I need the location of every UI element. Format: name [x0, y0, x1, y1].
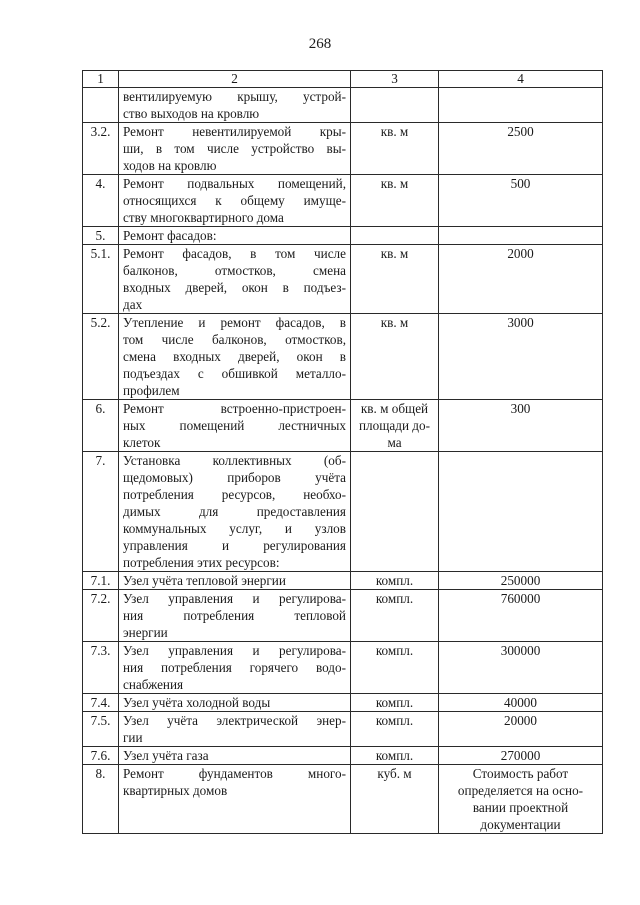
work-description-line: энергии: [123, 625, 168, 640]
work-description: [119, 572, 351, 590]
unit-of-measure-line: компл.: [375, 573, 414, 588]
work-description: [119, 400, 351, 452]
work-description-line: Ремонт фундаментов много-: [123, 766, 346, 781]
work-description-line: Установка коллективных (об-: [123, 453, 346, 468]
table-row: [83, 452, 603, 572]
unit-cost: [439, 314, 603, 400]
unit-cost: [439, 175, 603, 227]
unit-of-measure: [351, 245, 439, 314]
unit-of-measure: [351, 694, 439, 712]
unit-cost: [439, 400, 603, 452]
work-description-line: Ремонт подвальных помещений,: [123, 176, 346, 191]
work-description: [119, 712, 351, 747]
header-cell: 3: [351, 71, 439, 88]
work-description: [119, 694, 351, 712]
unit-cost: [439, 747, 603, 765]
table-row: [83, 227, 603, 245]
work-description-line: балконов, отмостков, смена: [123, 263, 346, 278]
work-description-line: ству многоквартирного дома: [123, 210, 284, 225]
unit-of-measure: [351, 314, 439, 400]
unit-of-measure: [351, 712, 439, 747]
header-cell: 1: [83, 71, 119, 88]
unit-of-measure: [351, 572, 439, 590]
unit-cost: [439, 590, 603, 642]
unit-cost-line: 300000: [500, 643, 541, 658]
table-row: [83, 712, 603, 747]
table-row: [83, 123, 603, 175]
unit-cost: [439, 572, 603, 590]
work-description-line: квартирных домов: [123, 783, 228, 798]
unit-of-measure: [351, 400, 439, 452]
unit-cost-line: Стоимость работ: [472, 766, 569, 781]
row-number: 7.6.: [83, 747, 119, 765]
row-number: 5.: [83, 227, 119, 245]
work-description-line: коммунальных услуг, и узлов: [123, 521, 346, 536]
row-number: 7.5.: [83, 712, 119, 747]
unit-cost: [439, 227, 603, 245]
unit-of-measure-line: компл.: [375, 643, 414, 658]
unit-cost-line: 40000: [504, 695, 537, 710]
unit-of-measure-line: ма: [387, 435, 402, 450]
unit-of-measure-line: компл.: [375, 713, 414, 728]
work-description-line: ство выходов на кровлю: [123, 106, 260, 121]
unit-of-measure: [351, 765, 439, 834]
unit-of-measure: [351, 452, 439, 572]
unit-of-measure-line: кв. м: [380, 124, 409, 139]
unit-cost: [439, 88, 603, 123]
unit-cost-line: определяется на осно-: [457, 783, 584, 798]
work-description-line: Ремонт невентилируемой кры-: [123, 124, 346, 139]
unit-cost: [439, 245, 603, 314]
unit-of-measure-line: компл.: [375, 695, 414, 710]
table-row: [83, 694, 603, 712]
work-description: [119, 88, 351, 123]
page-number: 268: [308, 36, 332, 52]
work-description-line: щедомовых) приборов учёта: [123, 470, 346, 485]
work-description: [119, 642, 351, 694]
table-row: [83, 175, 603, 227]
work-description-line: Узел управления и регулирова-: [123, 643, 346, 658]
work-description-line: дах: [123, 297, 143, 312]
work-description-line: ходов на кровлю: [123, 158, 217, 173]
unit-of-measure-line: компл.: [375, 748, 414, 763]
unit-of-measure: [351, 590, 439, 642]
work-description: [119, 452, 351, 572]
unit-cost-line: 250000: [500, 573, 541, 588]
work-description-line: Ремонт встроенно-пристроен-: [123, 401, 346, 416]
row-number: 7.3.: [83, 642, 119, 694]
work-description: [119, 590, 351, 642]
row-number: 3.2.: [83, 123, 119, 175]
unit-cost-line: 3000: [507, 315, 534, 330]
row-number: 8.: [83, 765, 119, 834]
table-row: [83, 590, 603, 642]
row-number: 5.2.: [83, 314, 119, 400]
unit-cost-line: вании проектной: [472, 800, 569, 815]
unit-cost: [439, 642, 603, 694]
row-number: [83, 88, 119, 123]
unit-of-measure-line: кв. м: [380, 315, 409, 330]
work-description: [119, 747, 351, 765]
row-number: 5.1.: [83, 245, 119, 314]
unit-cost: [439, 712, 603, 747]
unit-of-measure-line: куб. м: [377, 766, 412, 781]
work-description-line: Узел учёта холодной воды: [123, 695, 271, 710]
unit-of-measure: [351, 123, 439, 175]
row-number: 4.: [83, 175, 119, 227]
unit-cost-line: документации: [480, 817, 561, 832]
header-cell: 4: [439, 71, 603, 88]
work-description-line: потребления ресурсов, необхо-: [123, 487, 346, 502]
unit-of-measure-line: кв. м общей: [360, 401, 429, 416]
work-description-line: ния потребления тепловой: [123, 608, 346, 623]
work-description: [119, 765, 351, 834]
row-number: 7.: [83, 452, 119, 572]
work-description-line: Узел учёта газа: [123, 748, 209, 763]
work-description-line: снабжения: [123, 677, 184, 692]
work-description: [119, 175, 351, 227]
work-description-line: входных дверей, окон в подъез-: [123, 280, 346, 295]
unit-cost: [439, 765, 603, 834]
row-number: 7.4.: [83, 694, 119, 712]
work-description-line: димых для предоставления: [123, 504, 346, 519]
unit-of-measure: [351, 175, 439, 227]
work-description-line: том числе балконов, отмостков,: [123, 332, 346, 347]
work-description-line: Ремонт фасадов, в том числе: [123, 246, 346, 261]
unit-of-measure: [351, 88, 439, 123]
work-description: [119, 245, 351, 314]
unit-cost-line: 270000: [500, 748, 541, 763]
table-row: [83, 747, 603, 765]
unit-of-measure: [351, 227, 439, 245]
unit-of-measure-line: кв. м: [380, 246, 409, 261]
table-row: [83, 245, 603, 314]
work-description-line: смена входных дверей, окон в: [123, 349, 346, 364]
table-row: [83, 400, 603, 452]
table-row: [83, 642, 603, 694]
work-description-line: Узел учёта электрической энер-: [123, 713, 346, 728]
table-row: [83, 314, 603, 400]
cost-table: [82, 70, 603, 834]
work-description: [119, 227, 351, 245]
row-number: 7.1.: [83, 572, 119, 590]
unit-cost-line: 2000: [507, 246, 534, 261]
work-description-line: подъездах с обшивкой металло-: [123, 366, 346, 381]
unit-cost-line: 300: [510, 401, 531, 416]
work-description-line: гии: [123, 730, 143, 745]
unit-cost-line: 2500: [507, 124, 534, 139]
unit-of-measure: [351, 642, 439, 694]
work-description-line: ных помещений лестничных: [123, 418, 346, 433]
work-description-line: клеток: [123, 435, 161, 450]
table-row: [83, 765, 603, 834]
table-row: [83, 572, 603, 590]
work-description: [119, 123, 351, 175]
work-description-line: Узел управления и регулирова-: [123, 591, 346, 606]
unit-cost: [439, 694, 603, 712]
unit-cost: [439, 123, 603, 175]
work-description-line: управления и регулирования: [123, 538, 346, 553]
table-header-row: [83, 71, 603, 88]
table-row: [83, 88, 603, 123]
unit-of-measure-line: площади до-: [359, 418, 430, 433]
work-description-line: ши, в том числе устройство вы-: [123, 141, 346, 156]
row-number: 6.: [83, 400, 119, 452]
work-description-line: вентилируемую крышу, устрой-: [123, 89, 346, 104]
unit-of-measure-line: компл.: [375, 591, 414, 606]
work-description-line: ния потребления горячего водо-: [123, 660, 346, 675]
unit-cost: [439, 452, 603, 572]
work-description-line: потребления этих ресурсов:: [123, 555, 280, 570]
work-description-line: Ремонт фасадов:: [123, 228, 217, 243]
row-number: 7.2.: [83, 590, 119, 642]
unit-cost-line: 760000: [500, 591, 541, 606]
work-description: [119, 314, 351, 400]
unit-of-measure: [351, 747, 439, 765]
work-description-line: Утепление и ремонт фасадов, в: [123, 315, 346, 330]
header-cell: 2: [119, 71, 351, 88]
unit-of-measure-line: кв. м: [380, 176, 409, 191]
work-description-line: профилем: [123, 383, 180, 398]
work-description-line: относящихся к общему имуще-: [123, 193, 346, 208]
unit-cost-line: 500: [510, 176, 531, 191]
work-description-line: Узел учёта тепловой энергии: [123, 573, 286, 588]
unit-cost-line: 20000: [504, 713, 537, 728]
